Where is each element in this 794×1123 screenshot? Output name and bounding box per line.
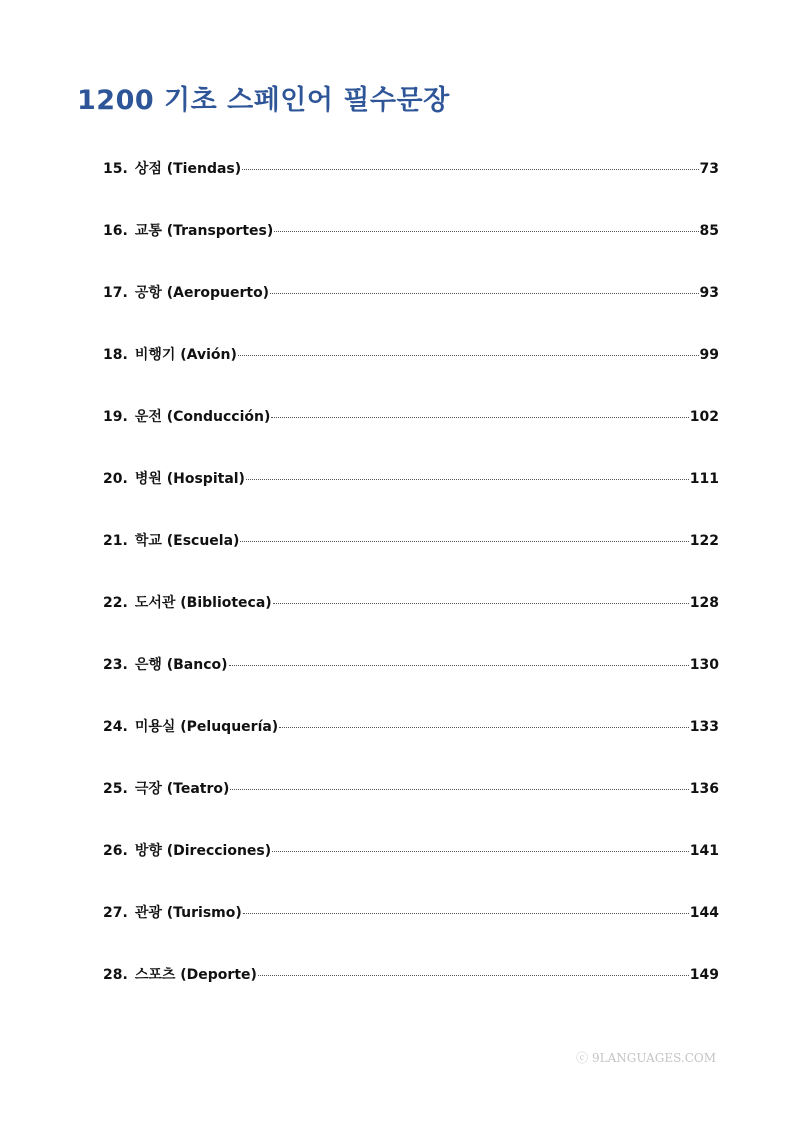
toc-entry-label: 은행 (Banco) bbox=[134, 657, 228, 673]
toc-entry-number: 16. bbox=[103, 223, 128, 239]
toc-entry[interactable] bbox=[103, 964, 719, 1026]
toc-entry-page: 130 bbox=[689, 657, 719, 673]
toc-dot-leader bbox=[238, 355, 699, 356]
toc-dot-leader bbox=[273, 603, 689, 604]
toc-entry-label: 도서관 (Biblioteca) bbox=[134, 595, 272, 611]
toc-dot-leader bbox=[229, 665, 689, 666]
toc-entry-label: 극장 (Teatro) bbox=[134, 781, 230, 797]
toc-entry-number: 19. bbox=[103, 409, 128, 425]
toc-entry-label: 비행기 (Avión) bbox=[134, 347, 237, 363]
toc-entry-label: 교통 (Transportes) bbox=[134, 223, 274, 239]
toc-entry[interactable] bbox=[103, 654, 719, 716]
toc-entry-page: 85 bbox=[699, 223, 719, 239]
toc-entry[interactable] bbox=[103, 530, 719, 592]
toc-dot-leader bbox=[272, 851, 689, 852]
toc-dot-leader bbox=[270, 293, 698, 294]
toc-entry-label: 학교 (Escuela) bbox=[134, 533, 240, 549]
toc-entry[interactable] bbox=[103, 282, 719, 344]
toc-entry-number: 28. bbox=[103, 967, 128, 983]
toc-entry[interactable] bbox=[103, 592, 719, 654]
toc-entry-number: 23. bbox=[103, 657, 128, 673]
toc-entry[interactable] bbox=[103, 840, 719, 902]
toc-entry-label: 미용실 (Peluquería) bbox=[134, 719, 279, 735]
toc-dot-leader bbox=[274, 231, 698, 232]
toc-entry-label: 병원 (Hospital) bbox=[134, 471, 245, 487]
toc-entry[interactable] bbox=[103, 220, 719, 282]
toc-entry-page: 111 bbox=[689, 471, 719, 487]
toc-entry-number: 17. bbox=[103, 285, 128, 301]
toc-dot-leader bbox=[279, 727, 689, 728]
toc-entry[interactable] bbox=[103, 902, 719, 964]
toc-entry-page: 136 bbox=[689, 781, 719, 797]
toc-dot-leader bbox=[271, 417, 688, 418]
page-title: 1200 기초 스페인어 필수문장 bbox=[77, 85, 450, 116]
toc-entry[interactable] bbox=[103, 778, 719, 840]
toc-entry-number: 20. bbox=[103, 471, 128, 487]
toc-entry-page: 133 bbox=[689, 719, 719, 735]
toc-entry-number: 22. bbox=[103, 595, 128, 611]
table-of-contents bbox=[103, 158, 719, 1026]
toc-entry-page: 102 bbox=[689, 409, 719, 425]
toc-entry-number: 21. bbox=[103, 533, 128, 549]
toc-entry-page: 99 bbox=[699, 347, 719, 363]
toc-dot-leader bbox=[243, 913, 689, 914]
toc-dot-leader bbox=[242, 169, 698, 170]
toc-entry-page: 93 bbox=[699, 285, 719, 301]
toc-entry[interactable] bbox=[103, 468, 719, 530]
toc-entry[interactable] bbox=[103, 716, 719, 778]
copyright-watermark: ⓒ 9LANGUAGES.COM bbox=[576, 1051, 716, 1065]
toc-entry-label: 공항 (Aeropuerto) bbox=[134, 285, 270, 301]
toc-entry[interactable] bbox=[103, 406, 719, 468]
toc-entry-page: 73 bbox=[699, 161, 719, 177]
toc-entry-number: 26. bbox=[103, 843, 128, 859]
toc-entry-page: 149 bbox=[689, 967, 719, 983]
toc-entry-number: 27. bbox=[103, 905, 128, 921]
toc-entry-label: 스포츠 (Deporte) bbox=[134, 967, 257, 983]
toc-entry-number: 18. bbox=[103, 347, 128, 363]
toc-dot-leader bbox=[230, 789, 688, 790]
toc-entry-label: 방향 (Direcciones) bbox=[134, 843, 272, 859]
toc-dot-leader bbox=[246, 479, 689, 480]
toc-entry-number: 24. bbox=[103, 719, 128, 735]
toc-entry-page: 122 bbox=[689, 533, 719, 549]
toc-entry-label: 관광 (Turismo) bbox=[134, 905, 242, 921]
toc-dot-leader bbox=[240, 541, 688, 542]
toc-entry-page: 144 bbox=[689, 905, 719, 921]
toc-entry-number: 25. bbox=[103, 781, 128, 797]
toc-entry-page: 128 bbox=[689, 595, 719, 611]
toc-entry-label: 상점 (Tiendas) bbox=[134, 161, 242, 177]
toc-entry-label: 운전 (Conducción) bbox=[134, 409, 271, 425]
toc-entry-number: 15. bbox=[103, 161, 128, 177]
toc-entry[interactable] bbox=[103, 344, 719, 406]
toc-entry[interactable] bbox=[103, 158, 719, 220]
toc-dot-leader bbox=[258, 975, 689, 976]
toc-entry-page: 141 bbox=[689, 843, 719, 859]
